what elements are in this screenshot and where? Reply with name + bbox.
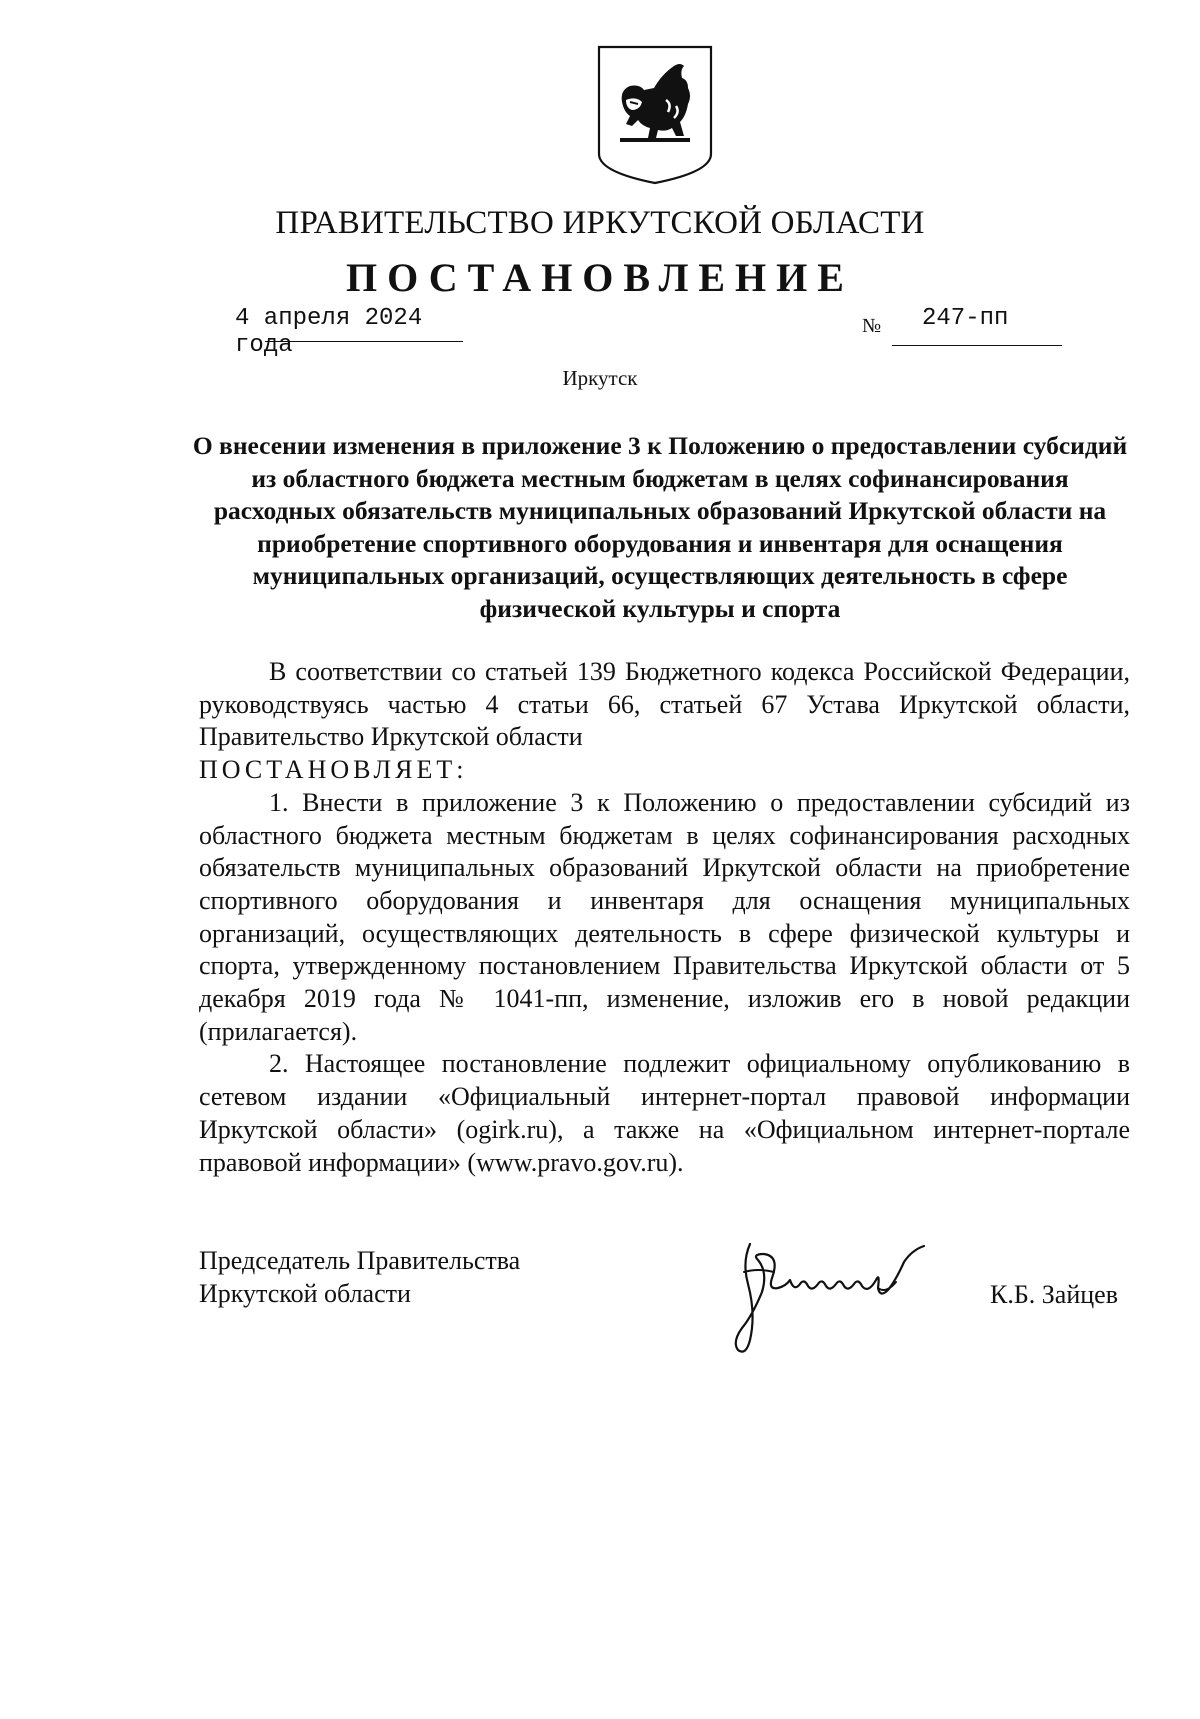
number-sign: № — [862, 315, 882, 337]
position-line-2: Иркутской области — [199, 1278, 411, 1308]
document-type-title: ПОСТАНОВЛЕНИЕ — [346, 255, 854, 300]
item-1-paragraph: 1. Внести в приложение 3 к Положению о предоставлении субсидий из областного бюджета местным бюджетам в целях софинансирования расходных обязательств муниципальных образований Иркутской области на приобретение спортивного оборудования и инвентаря для оснащения муниципальных организаций, осуществляющих деятельность в сфере физической культуры и спорта, утвержденному постановлением Правительства Иркутской области от 5 декабря 2019 года № 1041-пп, изменение, изложив его в новой редакции (прилагается). — [199, 787, 1130, 1046]
document-heading: О внесении изменения в приложение 3 к Положению о предоставлении субсидий из областного бюджета местным бюджетам в целях софинансирования расходных обязательств муниципальных образований Иркутской области на приобретение спортивного оборудования и инвентаря для оснащения муниципальных организаций, осуществляющих деятельность в сфере физической культуры и спорта — [192, 431, 1128, 623]
item-2-paragraph: 2. Настоящее постановление подлежит официальному опубликованию в сетевом издании «Официальный интернет-портал правовой информации Иркутской области» (ogirk.ru), а также на «Официальном интернет-портале правовой информации» (www.pravo.gov.ru). — [199, 1049, 1130, 1177]
date-text: 4 апреля 2024 года — [235, 305, 423, 359]
date-underline — [265, 341, 463, 342]
document-body — [199, 656, 1130, 1179]
number-underline — [892, 345, 1062, 346]
signatory-name: К.Б. Зайцев — [990, 1280, 1118, 1309]
city-name: Иркутск — [562, 366, 638, 390]
position-line-1: Председатель Правительства — [199, 1246, 521, 1275]
decree-word: ПОСТАНОВЛЯЕТ: — [199, 755, 468, 785]
signatory-position — [199, 1245, 520, 1310]
handwritten-signature-icon — [728, 1232, 943, 1362]
intro-paragraph: В соответствии со статьей 139 Бюджетного кодекса Российской Федерации, руководствуясь частью 4 статьи 66, статьей 67 Устава Иркутской области, Правительство Иркутской области — [199, 657, 1130, 752]
number-text: 247-пп — [922, 305, 1009, 332]
coat-of-arms-icon — [596, 44, 714, 186]
government-title: ПРАВИТЕЛЬСТВО ИРКУТСКОЙ ОБЛАСТИ — [275, 205, 925, 241]
document-date — [233, 305, 463, 359]
